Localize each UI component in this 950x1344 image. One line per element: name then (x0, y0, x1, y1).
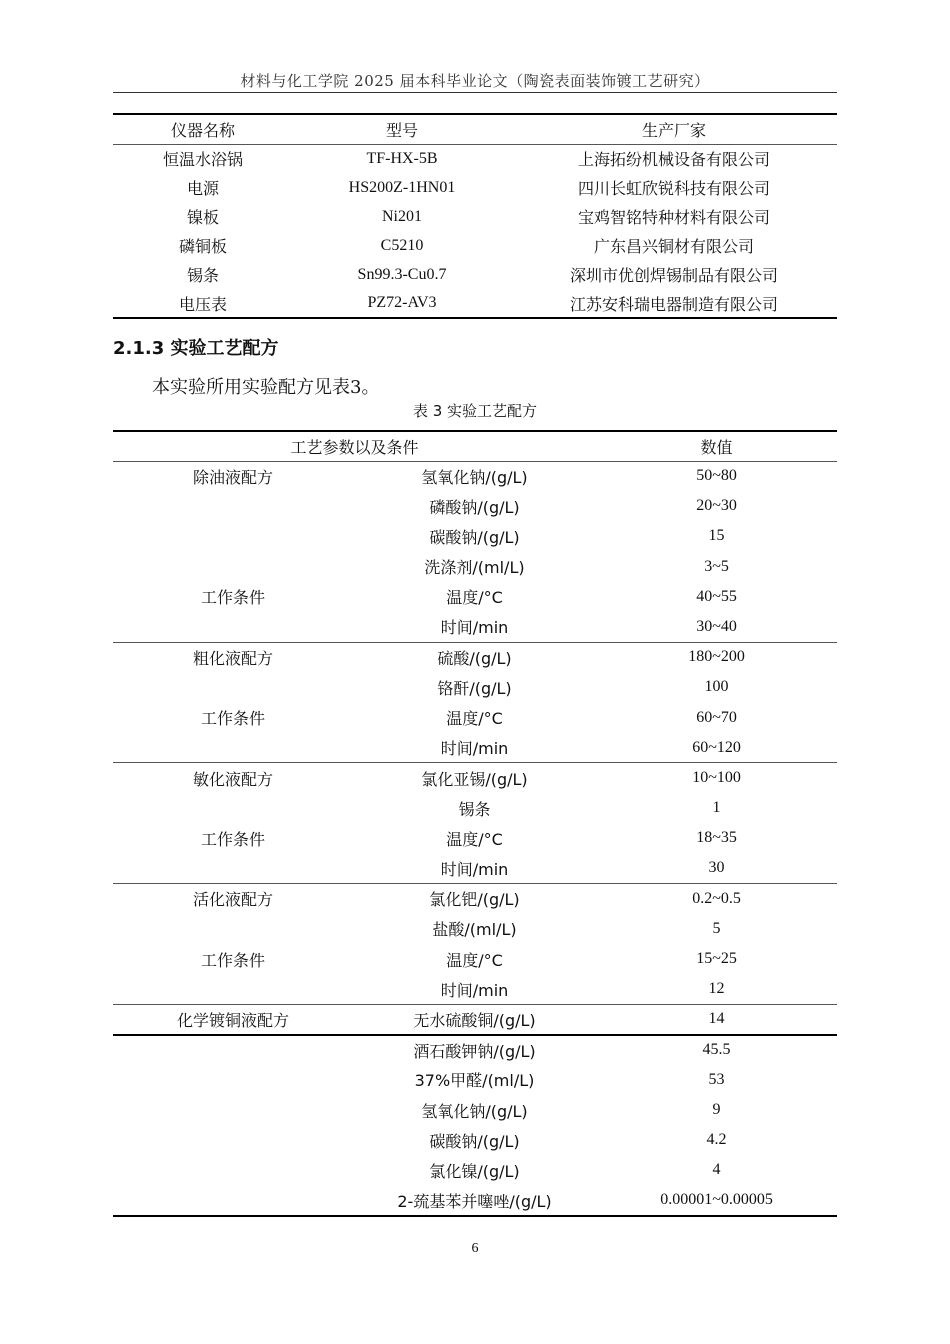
table-row (113, 231, 837, 260)
category-cell (113, 1065, 353, 1095)
value-cell: 4.2 (706, 1131, 727, 1149)
parameter-cell: 温度/°C (446, 588, 503, 608)
parameter-cell: 时间/min (353, 612, 596, 642)
page-number: 6 (471, 1241, 479, 1256)
table-row (113, 1095, 837, 1125)
table-row (113, 793, 837, 823)
device-name: 镍板 (186, 208, 219, 227)
column-header: 工艺参数以及条件 (113, 431, 596, 461)
device-name: 恒温水浴锅 (162, 150, 243, 170)
value-cell: 60~120 (596, 733, 837, 763)
table-row (113, 944, 837, 974)
device-name: 锡条 (186, 266, 219, 285)
category-cell (113, 1155, 353, 1185)
value-cell: 12 (596, 974, 837, 1004)
category-cell (113, 793, 353, 823)
parameter-cell: 温度/°C (446, 829, 503, 849)
category-cell (113, 733, 353, 763)
value-cell: 60~70 (696, 708, 737, 726)
device-model: TF-HX-5B (366, 149, 438, 167)
category-cell (113, 491, 353, 521)
table-row (113, 1125, 837, 1155)
parameter-cell: 温度/°C (446, 950, 503, 970)
table-row (113, 289, 837, 318)
value-cell: 14 (596, 1004, 837, 1034)
table-row (113, 1186, 837, 1216)
value-cell: 20~30 (696, 497, 737, 515)
table-row (113, 612, 837, 642)
column-header: 生产厂家 (511, 114, 837, 144)
device-manufacturer: 四川长虹欣锐科技有限公司 (577, 179, 770, 198)
category-cell (113, 672, 353, 702)
column-header: 数值 (596, 431, 837, 461)
value-cell: 10~100 (692, 769, 741, 787)
section-heading: 2.1.3 实验工艺配方 (113, 338, 279, 359)
parameter-cell: 无水硫酸铜/(g/L) (353, 1004, 596, 1034)
value-cell: 53 (708, 1070, 725, 1088)
parameter-cell: 时间/min (353, 974, 596, 1004)
category-cell (113, 1186, 353, 1216)
device-model: Ni201 (382, 207, 422, 225)
parameter-cell: 时间/min (353, 853, 596, 883)
parameter-cell: 洗涤剂/(ml/L) (424, 558, 525, 578)
value-cell: 1 (712, 799, 721, 817)
category-cell: 工作条件 (200, 588, 265, 608)
parameter-cell: 2-巯基苯并噻唑/(g/L) (353, 1186, 596, 1216)
category-cell: 工作条件 (200, 829, 265, 849)
table-row (113, 884, 837, 914)
parameter-cell: 氯化亚锡/(g/L) (421, 769, 528, 789)
parameter-cell: 氢氧化钠/(g/L) (421, 1101, 528, 1121)
parameter-cell: 氯化钯/(g/L) (429, 890, 520, 910)
device-manufacturer: 上海拓纷机械设备有限公司 (577, 150, 770, 170)
category-cell: 粗化液配方 (192, 648, 273, 668)
table-row (113, 521, 837, 551)
value-cell: 50~80 (696, 467, 737, 485)
category-cell: 工作条件 (200, 950, 265, 970)
table-row (113, 173, 837, 202)
table-row (113, 853, 837, 883)
value-cell: 30 (596, 853, 837, 883)
category-cell (113, 552, 353, 582)
category-cell: 化学镀铜液配方 (113, 1004, 353, 1034)
value-cell: 180~200 (688, 648, 745, 666)
value-cell: 15~25 (696, 950, 737, 968)
category-cell (113, 914, 353, 944)
device-model: Sn99.3-Cu0.7 (357, 265, 447, 283)
category-cell (113, 1095, 353, 1125)
table-row (113, 491, 837, 521)
value-cell: 15 (708, 527, 725, 545)
value-cell: 5 (712, 919, 721, 937)
category-cell (113, 974, 353, 1004)
table-row (113, 974, 837, 1004)
parameter-cell: 铬酐/(g/L) (437, 678, 512, 698)
category-cell (113, 521, 353, 551)
parameter-cell: 酒石酸钾钠/(g/L) (413, 1041, 536, 1061)
table-row (113, 144, 837, 173)
table-caption: 表 3 实验工艺配方 (412, 402, 538, 420)
category-cell: 敏化液配方 (192, 769, 273, 789)
category-cell: 活化液配方 (192, 890, 273, 910)
table-row (113, 1035, 837, 1065)
value-cell: 0.2~0.5 (692, 889, 741, 907)
table-row (113, 260, 837, 289)
table-row (113, 202, 837, 231)
table-row (113, 763, 837, 793)
value-cell: 100 (704, 678, 729, 696)
table-row (113, 552, 837, 582)
value-cell: 0.00001~0.00005 (596, 1186, 837, 1216)
table-row (113, 642, 837, 672)
category-cell (113, 612, 353, 642)
header-rule (113, 92, 837, 93)
table-row (113, 1155, 837, 1185)
device-manufacturer: 深圳市优创焊锡制品有限公司 (569, 266, 778, 285)
column-header: 仪器名称 (113, 114, 293, 144)
parameter-cell: 硫酸/(g/L) (437, 648, 512, 668)
parameter-cell: 磷酸钠/(g/L) (429, 497, 520, 517)
device-model: PZ72-AV3 (293, 289, 511, 318)
formula-table-header (113, 431, 837, 461)
value-cell: 3~5 (704, 557, 729, 575)
value-cell: 4 (712, 1161, 721, 1179)
parameter-cell: 碳酸钠/(g/L) (429, 1131, 520, 1151)
table-row (113, 733, 837, 763)
device-model: C5210 (380, 236, 424, 254)
parameter-cell: 氯化镍/(g/L) (429, 1161, 520, 1181)
category-cell (113, 1125, 353, 1155)
category-cell (113, 853, 353, 883)
device-manufacturer: 宝鸡智铭特种材料有限公司 (577, 208, 770, 227)
parameter-cell: 37%甲醛/(ml/L) (414, 1071, 535, 1091)
equipment-table (113, 113, 837, 319)
body-paragraph: 本实验所用实验配方见表3。 (152, 377, 380, 398)
formula-table (113, 430, 837, 1217)
device-manufacturer: 江苏安科瑞电器制造有限公司 (511, 289, 837, 318)
table-row (113, 1004, 837, 1034)
device-name: 电压表 (113, 289, 293, 318)
value-cell: 18~35 (696, 829, 737, 847)
category-cell: 除油液配方 (192, 467, 273, 487)
value-cell: 45.5 (702, 1041, 731, 1059)
parameter-cell: 锡条 (458, 799, 491, 819)
table-row (113, 914, 837, 944)
device-name: 电源 (186, 179, 219, 198)
value-cell: 30~40 (596, 612, 837, 642)
table-row (113, 672, 837, 702)
value-cell: 40~55 (696, 587, 737, 605)
parameter-cell: 碳酸钠/(g/L) (429, 527, 520, 547)
device-model: HS200Z-1HN01 (348, 178, 456, 196)
running-header: 材料与化工学院 2025 届本科毕业论文（陶瓷表面装饰镀工艺研究） (240, 72, 710, 90)
parameter-cell: 氢氧化钠/(g/L) (421, 467, 528, 487)
device-manufacturer: 广东昌兴铜材有限公司 (593, 237, 754, 256)
parameter-cell: 盐酸/(ml/L) (432, 920, 517, 940)
table-row (113, 582, 837, 612)
category-cell: 工作条件 (200, 709, 265, 729)
table-row (113, 703, 837, 733)
equipment-table-header (113, 114, 837, 144)
table-row (113, 1065, 837, 1095)
parameter-cell: 时间/min (353, 733, 596, 763)
device-name: 磷铜板 (178, 237, 227, 256)
category-cell (113, 1035, 353, 1065)
table-row (113, 823, 837, 853)
parameter-cell: 温度/°C (446, 709, 503, 729)
value-cell: 9 (712, 1101, 721, 1119)
table-row (113, 461, 837, 491)
column-header: 型号 (293, 114, 511, 144)
